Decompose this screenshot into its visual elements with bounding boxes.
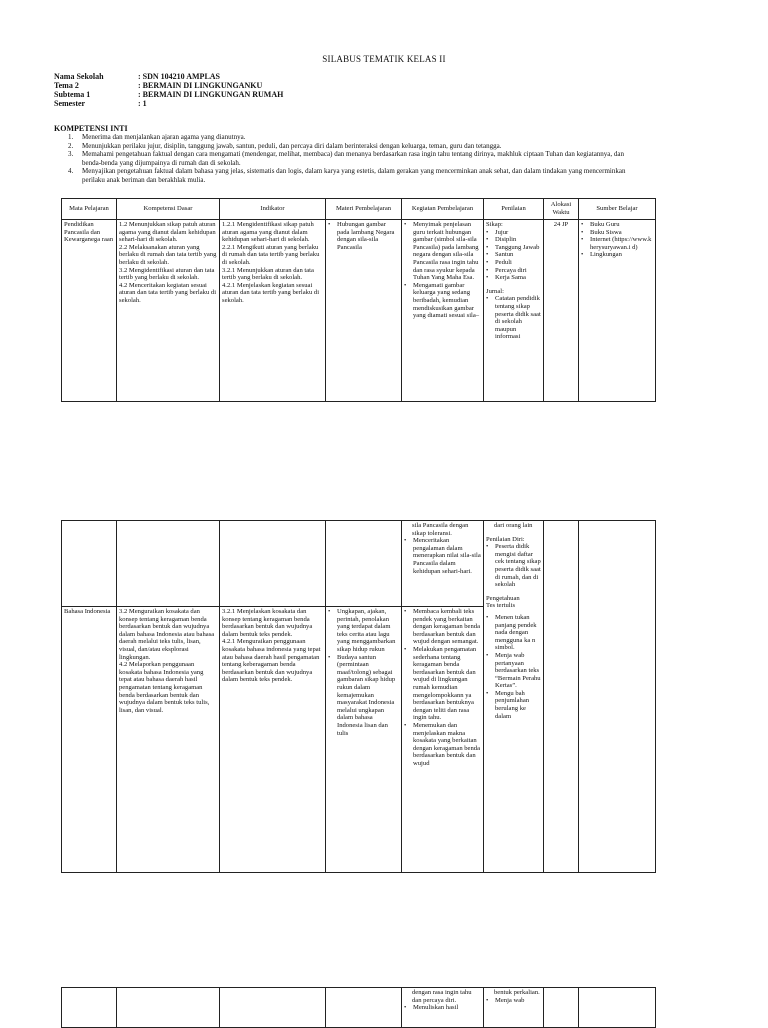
identity-row: Tema 2 : BERMAIN DI LINGKUNGANKU (54, 81, 263, 90)
ki-item: 1. Menerima dan menjalankan ajaran agama yang dianutnya. (68, 133, 246, 141)
ki-heading: KOMPETENSI INTI (54, 124, 128, 133)
ki-item: 4. Menyajikan pengetahuan faktual dalam bahasa yang jelas, sistematis dan logis, dalam karya yang estetis, dalam gerakan yang mencerminkan anak sehat, dan dalam tindakan yang mencerminkan perilaku anak beriman dan berakhlak mulia. (68, 167, 626, 184)
identity-row: Semester : 1 (54, 99, 147, 108)
bullet-icon: • (404, 645, 407, 653)
syllabus-table (61, 198, 656, 402)
cell-indikator: 3.2.1 Menjelaskan kosakata dan konsep tentang keragaman benda berdasarkan bentuk dan wujudnya dalam bentuk teks pendek. 4.2.1 Menguraikan penggunaan kosakata bahasa indonesia yang tepat atau bahasa daerah hasil pengamatan tentang keberagaman benda berdasarkan bentuk dan wujudnya dalam bentuk teks pendek. (220, 607, 326, 873)
bullet-icon: • (581, 251, 584, 259)
identity-block (54, 72, 283, 108)
ki-item: 2. Menunjukkan perilaku jujur, disiplin, tanggung jawab, santun, peduli, dan percaya diri dalam berinteraksi dengan keluarga, teman, guru dan tetangga. (68, 141, 502, 150)
bullet-icon: • (404, 281, 407, 289)
bullet-icon: • (328, 653, 331, 661)
bullet-icon: • (486, 274, 489, 282)
header-sumber: Sumber Belajar (579, 199, 656, 220)
header-mapel: Mata Pelajaran (62, 199, 117, 220)
ki-list (68, 133, 628, 184)
cell-kd: 3.2 Menguraikan kosakata dan konsep tentang keragaman benda berdasarkan bentuk dan wujudnya dalam bahasa Indonesia atau bahasa daerah melalui teks tulis, lisan, visual, dan/atau eksplorasi lingkungan. 4.2 Melaporkan penggunaan kosakata bahasa Indonesia yang tepat atau bahasa daerah hasil pengamatan tentang keragaman benda berdasarkan bentuk dan wujudnya dalam bentuk teks tulis, lisan, dan visual. (117, 607, 220, 873)
bullet-icon: • (404, 608, 407, 615)
cell-kegiatan: sila Pancasila dengan sikap toleransi. • Menceritakan pengalaman dalam menerapkan nilai sila-sila Pancasila dalam kehidupan sehari-hari. (402, 521, 484, 607)
bullet-icon: • (486, 613, 489, 621)
bullet-icon: • (486, 236, 489, 244)
header-alokasi: Alokasi Waktu (544, 199, 579, 220)
page-title: SILABUS TEMATIK KELAS II (322, 54, 446, 64)
identity-row: Nama Sekolah : SDN 104210 AMPLAS (54, 72, 221, 81)
bullet-icon: • (404, 221, 407, 228)
cell-kegiatan: • Membaca kembali teks pendek yang berkaitan dengan keragaman benda berdasarkan bentuk dan wujud dengan semangat. • Melakukan pengamatan sederhana tentang keragaman benda berdasarkan bentuk dan wujud di lingkungan rumah kemudian mengelompokkann ya berdasarkan bentuknya dengan teliti dan rasa ingin tahu. • Menemukan dan menjelaskan makna kosakata yang berkaitan dengan keragaman benda berdasarkan bentuk dan wujud (402, 607, 484, 873)
bullet-icon: • (486, 243, 489, 251)
bullet-icon: • (581, 228, 584, 236)
table-row (62, 521, 656, 607)
bullet-icon: • (486, 543, 489, 551)
bullet-icon: • (486, 228, 489, 236)
header-penilaian: Penilaian (484, 199, 544, 220)
bullet-icon: • (404, 1004, 407, 1012)
cell-penilaian: Sikap: • Jujur • Disiplin • Tanggung Jawab • Santun • Peduli • Percaya diri • Kerja Sama Jurnal: • Catatan pendidik tentang sikap peserta didik saat di sekolah maupun informasi (484, 220, 544, 402)
cell-penilaian: dari orang lain Penilaian Diri: • Peserta didik mengisi daftar cek tentang sikap peserta didik saat di rumah, dan di sekolah Pengetahuan Tes tertulis • Menen tukan panjang pendek nada dengan mengguna ka n simbol. • Menja wab pertanyaan berdasarkan teks “Bermain Perahu Kertas”. • Mengu bah penjumlahan berulang ke dalam (484, 521, 544, 873)
syllabus-table-continued (61, 520, 656, 873)
cell-kegiatan: • Menyimak penjelasan guru terkait hubungan gambar (simbol sila-sila Pancasila) pada lambang negara dengan sila-sila Pancasila rasa ingin tahu dan rasa syukur kepada Tuhan Yang Maha Esa. • Mengamati gambar keluarga yang sedang beribadah, kemudian mendiskusikan gambar yang diamati sesuai sila– (402, 220, 484, 402)
cell-mapel: Bahasa Indonesia (62, 607, 117, 873)
header-kegiatan: Kegiatan Pembelajaran (402, 199, 484, 220)
cell-materi: • Hubungan gambar pada lambang Negara dengan sila-sila Pancasila (326, 220, 402, 402)
bullet-icon: • (486, 996, 489, 1004)
bullet-icon: • (581, 236, 584, 244)
table-row (62, 988, 656, 1028)
bullet-icon: • (328, 221, 331, 228)
header-kd: Kompetensi Dasar (117, 199, 220, 220)
ki-item: 3. Memahami pengetahuan faktual dengan cara mengamati (mendengar, melihat, membaca) dan menanya berdasarkan rasa ingin tahu tentang dirinya, makhluk ciptaan Tuhan dan kegiatannya, dan benda-benda yang dijumpainya di rumah dan di sekolah. (68, 150, 625, 167)
bullet-icon: • (486, 258, 489, 266)
cell-kd: 1.2 Menunjukkan sikap patuh aturan agama yang dianut dalam kehidupan sehari-hari di sekolah. 2.2 Melaksanakan aturan yang berlaku di rumah dan tata tertib yang berlaku di sekolah. 3.2 Mengidentifikasi aturan dan tata tertib yang berlaku di sekolah. 4.2 Menceritakan kegiatan sesuai aturan dan tata tertib yang berlaku di sekolah. (117, 220, 220, 402)
bullet-icon: • (404, 721, 407, 729)
bullet-icon: • (486, 651, 489, 659)
identity-row: Subtema 1 : BERMAIN DI LINGKUNGAN RUMAH (54, 90, 284, 99)
bullet-icon: • (581, 221, 584, 228)
cell-penilaian: bentuk perkalian. • Menja wab (484, 988, 544, 1028)
cell-kegiatan: dengan rasa ingin tahu dan percaya diri. • Menuliskan hasil (402, 988, 484, 1028)
header-indikator: Indikator (220, 199, 326, 220)
cell-sumber: • Buku Guru • Buku Siswa • Internet (https://www.k herysuryawan.i d) • Lingkungan (579, 220, 656, 402)
bullet-icon: • (486, 689, 489, 697)
bullet-icon: • (404, 537, 407, 545)
cell-materi: • Ungkapan, ajakan, perintah, penolakan yang terdapat dalam teks cerita atau lagu yang menggambarkan sikap hidup rukun • Budaya santun (permintaan maaf/tolong) sebagai gambaran sikap hidup rukun dalam kemajemukan masyarakat Indonesia melalui ungkapan dalam bahasa Indonesia lisan dan tulis (326, 607, 402, 873)
bullet-icon: • (486, 295, 489, 303)
table-header-row (62, 199, 656, 220)
bullet-icon: • (486, 251, 489, 259)
bullet-icon: • (486, 266, 489, 274)
cell-alokasi: 24 JP (544, 220, 579, 402)
cell-mapel: Pendidikan Pancasila dan Kewarganega raan (62, 220, 117, 402)
cell-indikator: 1.2.1 Mengidentifikasi sikap patuh aturan agama yang dianut dalam kehidupan sehari-hari di sekolah. 2.2.1 Mengikuti aturan yang berlaku di rumah dan tata tertib yang berlaku di sekolah. 3.2.1 Menunjukkan aturan dan tata tertib yang berlaku di sekolah. 4.2.1 Menjelaskan kegiatan sesuai aturan dan tata tertib yang berlaku di sekolah. (220, 220, 326, 402)
bullet-icon: • (328, 608, 331, 615)
syllabus-table-continued-2 (61, 987, 656, 1028)
table-row (62, 220, 656, 402)
header-materi: Materi Pembelajaran (326, 199, 402, 220)
